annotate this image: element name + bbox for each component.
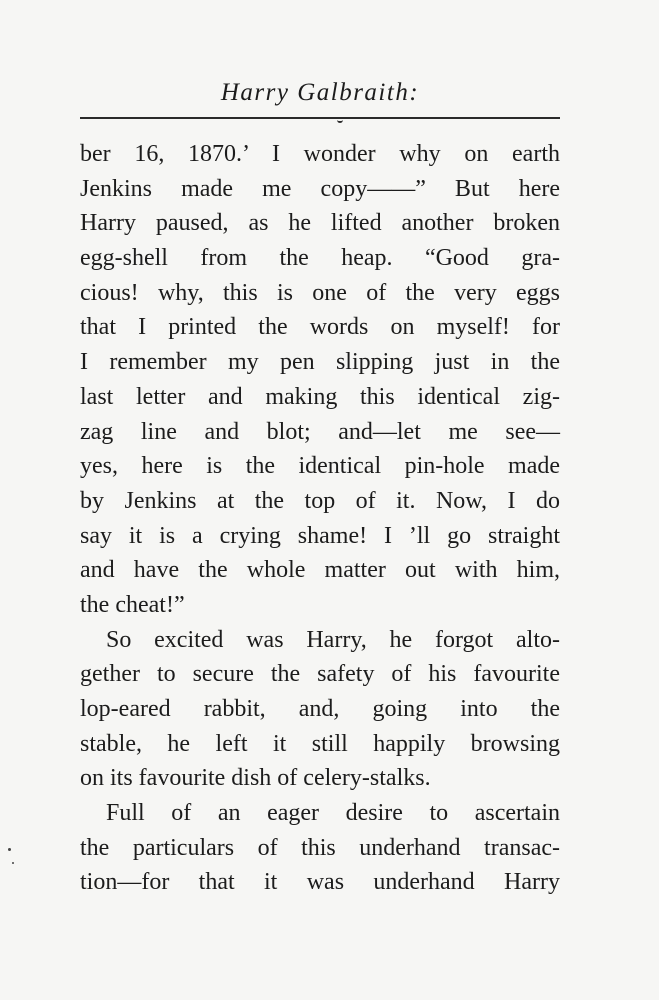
text-line: the cheat!” — [80, 591, 185, 618]
body-text — [80, 137, 560, 900]
text-line: Harry paused, as he lifted another broken — [80, 210, 560, 237]
text-line: that I printed the words on myself! for — [80, 314, 560, 341]
text-line: zag line and blot; and—let me see— — [80, 418, 560, 445]
text-line: cious! why, this is one of the very eggs — [80, 279, 560, 306]
text-line: egg-shell from the heap. “Good gra- — [80, 245, 560, 272]
running-head: Harry Galbraith: — [220, 79, 420, 106]
text-line: I remember my pen slipping just in the — [80, 349, 560, 376]
paragraph-start-line: Full of an eager desire to ascertain — [106, 800, 560, 827]
text-line: say it is a crying shame! I ’ll go straight — [80, 522, 560, 549]
text-line: tion—for that it was underhand Harry — [80, 869, 560, 896]
header-rule — [80, 117, 560, 119]
text-line: gether to secure the safety of his favourite — [80, 661, 560, 688]
text-line: stable, he left it still happily browsing — [80, 730, 560, 757]
text-line: on its favourite dish of celery-stalks. — [80, 765, 431, 792]
header-rule-ornament — [337, 116, 343, 123]
margin-speck — [8, 848, 11, 851]
text-line: lop-eared rabbit, and, going into the — [80, 696, 560, 722]
text-line: the particulars of this underhand transac- — [80, 834, 560, 861]
text-line: yes, here is the identical pin-hole made — [80, 453, 560, 480]
text-line: and have the whole matter out with him, — [80, 557, 560, 584]
text-line: Jenkins made me copy——” But here — [80, 175, 560, 202]
paragraph-start-line: So excited was Harry, he forgot alto- — [106, 626, 560, 653]
text-line: by Jenkins at the top of it. Now, I do — [80, 487, 560, 514]
text-line: last letter and making this identical zig- — [80, 383, 560, 410]
margin-speck — [12, 862, 14, 864]
text-line: ber 16, 1870.’ I wonder why on earth — [80, 141, 560, 167]
